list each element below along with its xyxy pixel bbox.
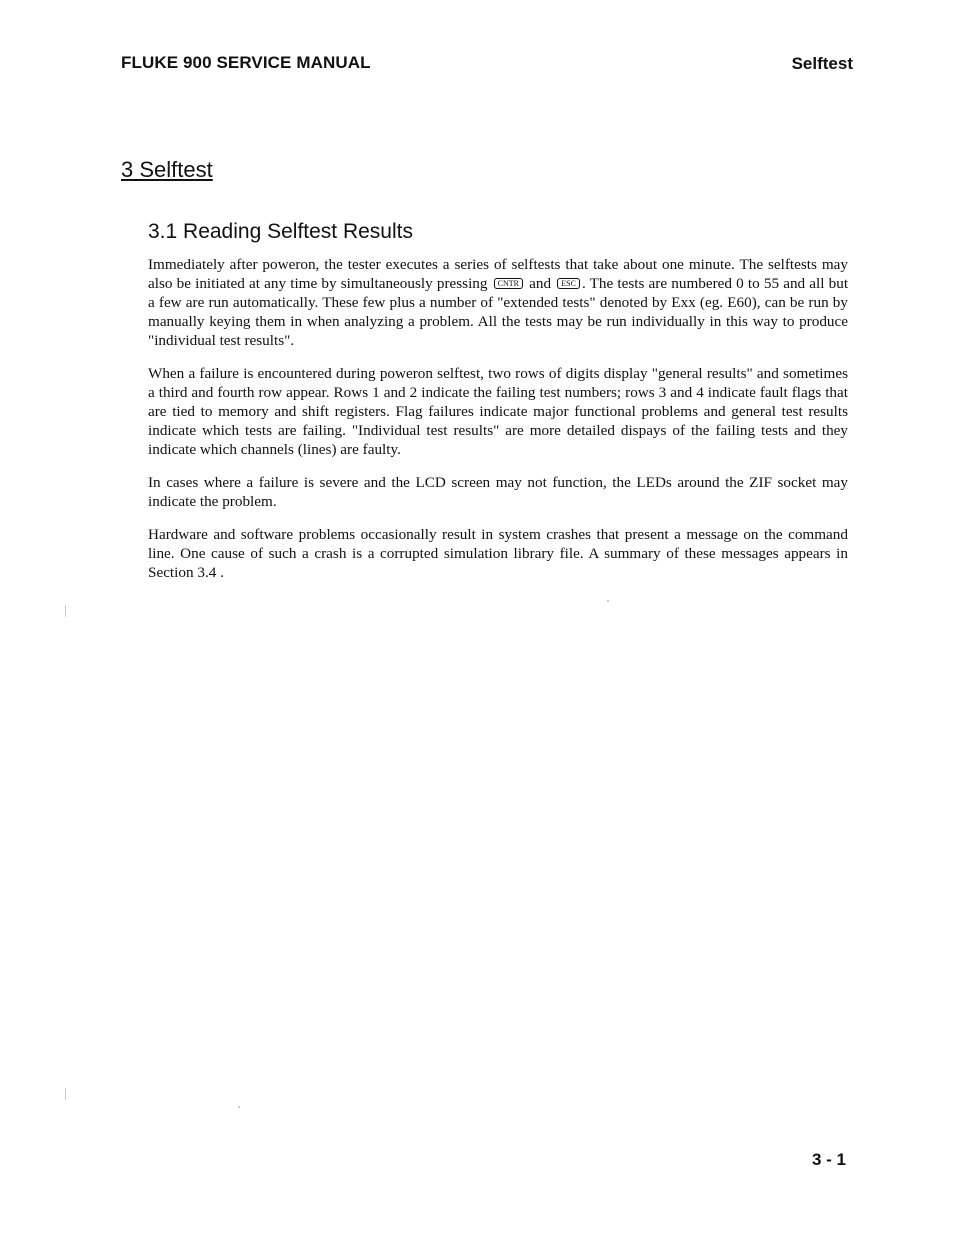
paragraph-1-text-c: . The tests are numbered 0 to 55 and all but a few are run automatically. These few plus a number of "extended tests" denoted by Exx (eg. E60), can be run by manually keying them in when analyzing a problem. All the tests may be run individually in this way to produce "individual test results". [148,275,849,349]
scan-speck [238,1106,240,1108]
chapter-title: 3 Selftest [121,157,213,182]
paragraph-3: In cases where a failure is severe and the LCD screen may not function, the LEDs around the ZIF socket may indicate the problem. [148,474,848,510]
running-header-title: FLUKE 900 SERVICE MANUAL [121,53,371,72]
paragraph-2: When a failure is encountered during poweron selftest, two rows of digits display "general results" and sometimes a third and fourth row appear. Rows 1 and 2 indicate the failing test numbers; rows 3 and 4 indicate fault flags that are tied to memory and shift registers. Flag failures indicate major functional problems and general test results indicate which tests are failing. "Individual test results" are more detailed dispays of the failing tests and they indicate which channels (lines) are faulty. [148,365,848,458]
scan-speck [65,605,66,617]
cntr-key-icon: CNTR [494,278,523,289]
paragraph-4: Hardware and software problems occasionally result in system crashes that present a message on the command line. One cause of such a crash is a corrupted simulation library file. A summary of these messages appears in Section 3.4 . [148,526,848,581]
esc-key-icon: ESC [557,278,580,289]
page-number: 3 - 1 [811,1150,846,1169]
paragraph-1-text-b: and [529,275,552,292]
section-title: 3.1 Reading Selftest Results [148,220,413,243]
running-header-section: Selftest [791,54,853,73]
scan-speck [607,600,609,602]
body-text [148,255,848,596]
scan-speck [65,1088,66,1100]
paragraph-1 [148,255,848,350]
paragraph-1-text-a: Immediately after poweron, the tester executes a series of selftests that take about one minute. The selftests may also be initiated at any time by simultaneously pressing [148,256,848,292]
